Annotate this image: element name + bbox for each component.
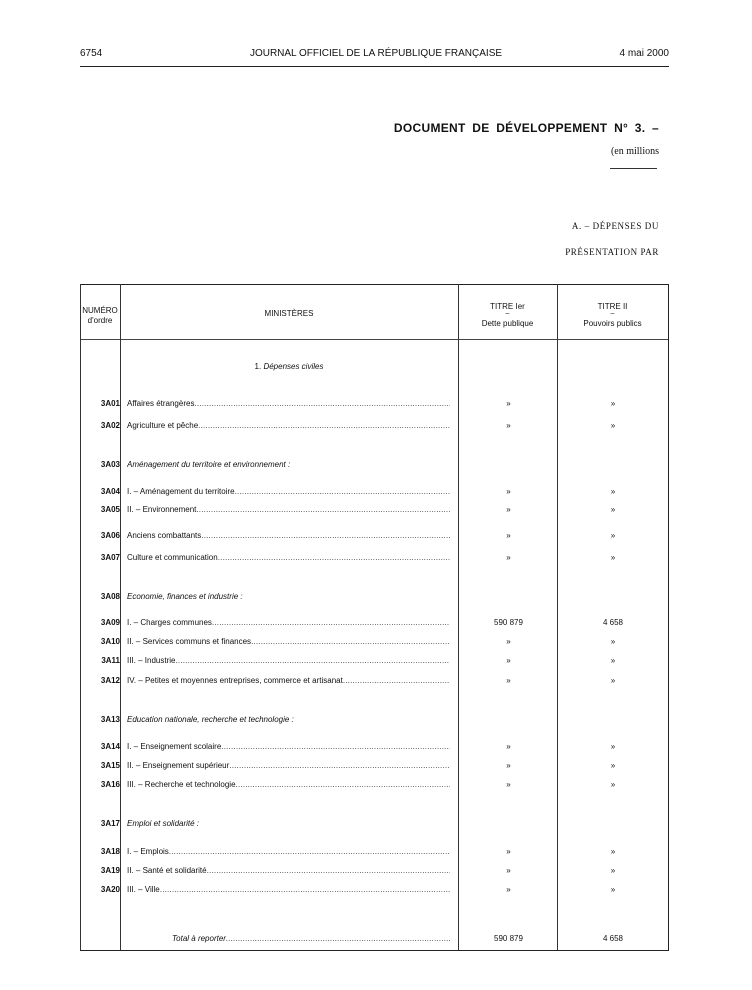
row-titre2-value: »	[610, 866, 616, 875]
row-titre1-value: »	[506, 637, 511, 646]
row-titre2-value: »	[610, 421, 616, 430]
dot-leader	[226, 934, 450, 943]
row-titre2-value: »	[610, 780, 616, 789]
table-row	[80, 866, 669, 878]
dot-leader	[160, 885, 450, 894]
table-row	[80, 780, 669, 792]
col-header-titre1	[458, 302, 557, 329]
table-row	[80, 715, 669, 727]
row-titre2-value: »	[610, 676, 616, 685]
total-titre2: 4 658	[602, 934, 624, 943]
row-label-text: Emploi et solidarité :	[127, 819, 200, 828]
row-label	[127, 742, 450, 751]
row-code: 3A03	[100, 460, 120, 469]
dot-leader	[175, 656, 450, 665]
row-titre1-value: »	[506, 761, 511, 770]
row-label-text: Agriculture et pêche	[127, 421, 199, 430]
table-row	[80, 637, 669, 649]
table-header-rule	[80, 339, 669, 340]
row-label	[127, 656, 450, 665]
row-label	[127, 819, 450, 828]
row-titre2-value: »	[610, 399, 616, 408]
row-code: 3A12	[100, 676, 120, 685]
row-code: 3A06	[100, 531, 120, 540]
row-code: 3A08	[100, 592, 120, 601]
row-label-text: Education nationale, recherche et technologie :	[127, 715, 294, 724]
table-top-rule	[80, 284, 669, 285]
row-label	[127, 715, 450, 724]
row-label-text: Affaires étrangères	[127, 399, 195, 408]
row-label-text: I. – Charges communes	[127, 618, 212, 627]
row-label-text: IV. – Petites et moyennes entreprises, commerce et artisanat	[127, 676, 343, 685]
row-titre1-value: »	[506, 885, 511, 894]
row-label	[127, 399, 450, 408]
row-code: 3A15	[100, 761, 120, 770]
row-code: 3A13	[100, 715, 120, 724]
table-row	[80, 742, 669, 754]
total-label	[172, 934, 450, 943]
row-label-text: Anciens combattants	[127, 531, 202, 540]
dot-leader	[343, 676, 450, 685]
row-label	[127, 637, 450, 646]
row-titre2-value: »	[610, 742, 616, 751]
total-titre1: 590 879	[494, 934, 523, 943]
section-title: Dépenses civiles	[263, 362, 324, 371]
row-titre2-value: »	[610, 656, 616, 665]
row-label-text: Aménagement du territoire et environnement :	[127, 460, 291, 469]
row-label-text: I. – Aménagement du territoire	[127, 487, 235, 496]
col-header-numero-line1: NUMÉRO	[82, 306, 118, 315]
col-header-numero-line2: d'ordre	[87, 316, 113, 325]
row-titre2-value: »	[610, 885, 616, 894]
table-row	[80, 531, 669, 543]
row-titre2-value: »	[610, 553, 616, 562]
dot-leader	[201, 531, 450, 540]
row-label-text: II. – Environnement	[127, 505, 197, 514]
col-header-titre2-line1: TITRE II	[597, 302, 628, 311]
dot-leader	[196, 505, 450, 514]
row-titre1-value: »	[506, 399, 511, 408]
row-label-text: I. – Enseignement scolaire	[127, 742, 222, 751]
row-label	[127, 847, 450, 856]
row-label-text: III. – Ville	[127, 885, 160, 894]
page-number: 6754	[80, 48, 103, 59]
row-label	[127, 780, 450, 789]
dot-leader	[212, 618, 450, 627]
row-titre1-value: »	[506, 505, 511, 514]
row-label	[127, 421, 450, 430]
row-label-text: II. – Services communs et finances	[127, 637, 252, 646]
row-label	[127, 553, 450, 562]
row-code: 3A01	[100, 399, 120, 408]
row-label	[127, 885, 450, 894]
col-header-numero	[80, 306, 120, 326]
col-header-titre1-line1: TITRE Ier	[490, 302, 525, 311]
row-label-text: Economie, finances et industrie :	[127, 592, 243, 601]
row-label-text: III. – Industrie	[127, 656, 176, 665]
row-titre1-value: »	[506, 742, 511, 751]
dot-leader	[194, 399, 450, 408]
table-row	[80, 656, 669, 668]
row-label	[127, 592, 450, 601]
table-row	[80, 399, 669, 411]
table-row	[80, 487, 669, 499]
row-titre1-value: 590 879	[494, 618, 523, 627]
table-bottom-rule	[80, 950, 669, 951]
row-label	[127, 460, 450, 469]
table-row	[80, 505, 669, 517]
table-row	[80, 618, 669, 630]
col-header-titre1-dash: –	[505, 310, 510, 317]
dot-leader	[198, 421, 450, 430]
dot-leader	[169, 847, 450, 856]
row-label	[127, 866, 450, 875]
publication-date: 4 mai 2000	[619, 48, 669, 59]
col-header-titre1-line2: Dette publique	[481, 319, 534, 328]
row-code: 3A19	[100, 866, 120, 875]
table-row	[80, 421, 669, 433]
table-row	[80, 460, 669, 472]
table-row	[80, 592, 669, 604]
row-code: 3A02	[100, 421, 120, 430]
row-label-text: Culture et communication	[127, 553, 218, 562]
table-row	[80, 553, 669, 565]
dot-leader	[235, 487, 450, 496]
presentation-heading: PRÉSENTATION PAR	[565, 247, 659, 257]
row-code: 3A09	[100, 618, 120, 627]
row-titre1-value: »	[506, 866, 511, 875]
row-titre2-value: »	[610, 505, 616, 514]
unit-rule	[610, 168, 657, 169]
row-label	[127, 531, 450, 540]
row-code: 3A20	[100, 885, 120, 894]
row-label	[127, 487, 450, 496]
header-rule	[80, 66, 669, 67]
table-row	[80, 676, 669, 688]
dot-leader	[221, 742, 450, 751]
row-titre1-value: »	[506, 676, 511, 685]
row-titre2-value: 4 658	[602, 618, 624, 627]
table-row	[80, 847, 669, 859]
table-row	[80, 819, 669, 831]
section-heading	[120, 362, 458, 371]
row-code: 3A05	[100, 505, 120, 514]
dot-leader	[218, 553, 450, 562]
dot-leader	[251, 637, 450, 646]
row-titre1-value: »	[506, 553, 511, 562]
row-code: 3A18	[100, 847, 120, 856]
row-titre1-value: »	[506, 487, 511, 496]
table-row	[80, 885, 669, 897]
row-code: 3A17	[100, 819, 120, 828]
unit-note: (en millions	[610, 146, 659, 157]
dot-leader	[229, 761, 450, 770]
row-titre1-value: »	[506, 656, 511, 665]
total-label-text: Total à reporter	[172, 934, 226, 943]
row-titre1-value: »	[506, 421, 511, 430]
dot-leader	[207, 866, 450, 875]
row-titre1-value: »	[506, 531, 511, 540]
journal-title: JOURNAL OFFICIEL DE LA RÉPUBLIQUE FRANÇAISE	[249, 48, 503, 59]
row-label	[127, 505, 450, 514]
row-titre2-value: »	[610, 847, 616, 856]
row-label-text: II. – Santé et solidarité	[127, 866, 207, 875]
col-header-ministeres: MINISTÈRES	[264, 309, 314, 318]
col-header-titre2	[557, 302, 668, 329]
row-code: 3A10	[100, 637, 120, 646]
section-number: 1.	[254, 362, 262, 371]
col-header-titre2-dash: –	[610, 310, 615, 317]
row-label-text: I. – Emplois	[127, 847, 169, 856]
row-titre1-value: »	[506, 847, 511, 856]
row-titre2-value: »	[610, 761, 616, 770]
row-label-text: III. – Recherche et technologie	[127, 780, 236, 789]
row-code: 3A16	[100, 780, 120, 789]
document-title: DOCUMENT DE DÉVELOPPEMENT N° 3. –	[393, 121, 659, 135]
table-row	[80, 761, 669, 773]
section-a-heading: A. – DÉPENSES DU	[571, 221, 659, 231]
row-label-text: II. – Enseignement supérieur	[127, 761, 230, 770]
row-code: 3A11	[101, 656, 120, 665]
row-label	[127, 761, 450, 770]
row-titre2-value: »	[610, 487, 616, 496]
row-code: 3A07	[100, 553, 120, 562]
row-titre1-value: »	[506, 780, 511, 789]
row-code: 3A04	[100, 487, 120, 496]
col-header-titre2-line2: Pouvoirs publics	[583, 319, 642, 328]
row-label	[127, 676, 450, 685]
row-titre2-value: »	[610, 531, 616, 540]
row-titre2-value: »	[610, 637, 616, 646]
dot-leader	[236, 780, 450, 789]
total-row	[80, 934, 669, 946]
row-code: 3A14	[100, 742, 120, 751]
row-label	[127, 618, 450, 627]
